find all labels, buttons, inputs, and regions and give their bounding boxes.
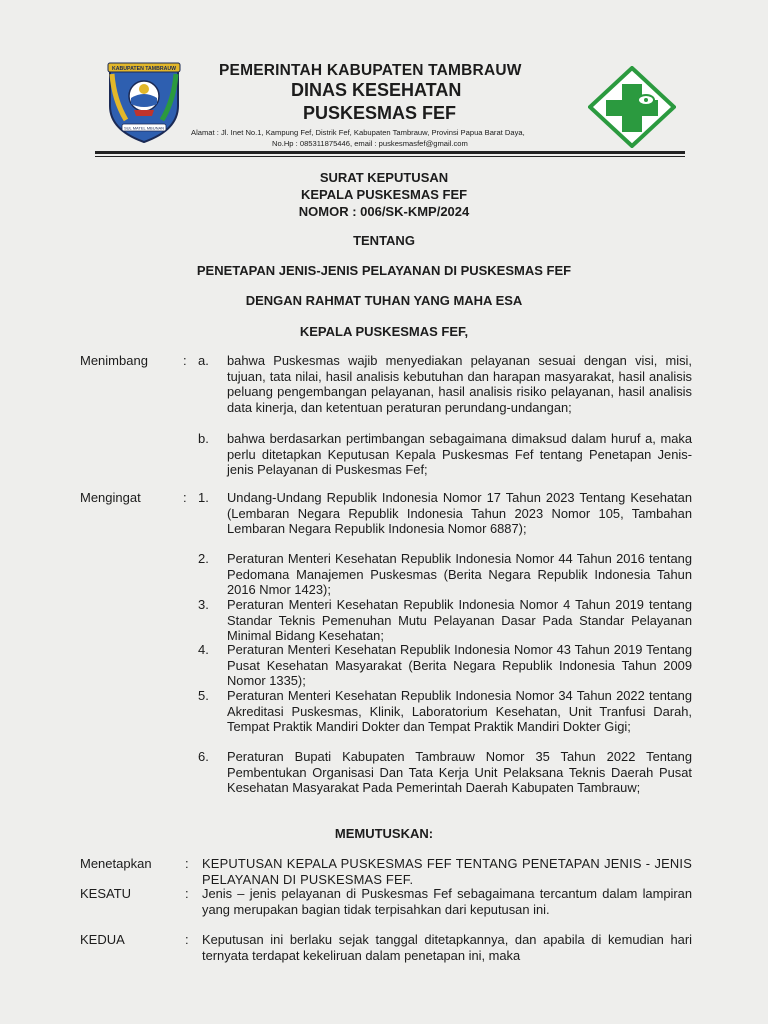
decree-number: NOMOR : 006/SK-KMP/2024 (298, 204, 470, 219)
menimbang-colon: : (183, 353, 187, 368)
mengingat-item-3: Peraturan Menteri Kesehatan Republik Indonesia Nomor 4 Tahun 2019 tentang Standar Teknis Pemenuhan Mutu Pelayanan Dasar Pada Standar Pelayanan Minimal Bidang Kesehatan; (227, 597, 692, 643)
menimbang-label: Menimbang (80, 353, 148, 368)
kedua-colon: : (185, 932, 189, 947)
mengingat-item-4: Peraturan Menteri Kesehatan Republik Indonesia Nomor 43 Tahun 2019 Tentang Pusat Kesehatan Masyarakat (Berita Negara Republik Indonesia Tahun 2009 Nomor 1335); (227, 642, 692, 688)
mengingat-item-2: Peraturan Menteri Kesehatan Republik Indonesia Nomor 44 Tahun 2016 tentang Pedomana Manajemen Puskesmas (Berita Negara Republik Indonesia Tahun 2016 Nmor 1423); (227, 551, 692, 597)
mengingat-item-6: Peraturan Bupati Kabupaten Tambrauw Nomor 35 Tahun 2022 Tentang Pembentukan Organisasi Dan Tata Kerja Unit Pelaksana Teknis Daerah Pusat Kesehatan Masyarakat Pada Pemerintah Daerah Kabupaten Tambrauw; (227, 749, 692, 795)
mengingat-marker-5: 5. (198, 688, 209, 703)
authority-line: KEPALA PUSKESMAS FEF, (299, 324, 469, 339)
mengingat-marker-6: 6. (198, 749, 209, 764)
mengingat-item-1: Undang-Undang Republik Indonesia Nomor 17 Tahun 2023 Tentang Kesehatan (Lembaran Negara Republik Indonesia Tahun 2023 Nomor 105, Tambahan Lembaran Negara Republik Indonesia Nomor 6887); (227, 490, 692, 536)
tambrauw-regency-emblem-icon (104, 60, 184, 144)
menetapkan-colon: : (185, 856, 189, 871)
kesatu-text: Jenis – jenis pelayanan di Puskesmas Fef sebagaimana tercantum dalam lampiran yang merupakan bagian tidak terpisahkan dari keputusan ini. (202, 886, 692, 917)
emblem-banner-text: KABUPATEN TAMBRAUW (112, 66, 176, 72)
menimbang-item-b: bahwa berdasarkan pertimbangan sebagaimana dimaksud dalam huruf a, maka perlu ditetapkan Keputusan Kepala Puskesmas Fef tentang Penetapan Jenis-jenis Pelayanan di Puskesmas Fef; (227, 431, 692, 477)
mengingat-label: Mengingat (80, 490, 141, 505)
menimbang-item-a: bahwa Puskesmas wajib menyediakan pelayanan sesuai dengan visi, misi, tujuan, tata nilai, hasil analisis kebutuhan dan harapan masyarakat, hasil analisis peluang pengembangan pelayanan, hasil analisis risiko pelayanan, hasil analisis data kinerja, dan ketentuan peraturan perundang-undangan; (227, 353, 692, 415)
kesatu-label: KESATU (80, 886, 132, 901)
emblem-ribbon-text: SUL MATEL MBUNAN (123, 125, 165, 131)
mengingat-marker-3: 3. (198, 597, 209, 612)
mengingat-colon: : (183, 490, 187, 505)
kesatu-colon: : (185, 886, 189, 901)
document-type: SURAT KEPUTUSAN (319, 170, 449, 185)
letterhead-address: Alamat : Jl. Inet No.1, Kampung Fef, Distrik Fef, Kabupaten Tambrauw, Provinsi Papua Barat Daya, (191, 128, 525, 137)
menimbang-marker-b: b. (198, 431, 209, 446)
letterhead-divider-thick (95, 151, 685, 154)
puskesmas-cross-logo-icon (588, 66, 676, 148)
mengingat-item-5: Peraturan Menteri Kesehatan Republik Indonesia Nomor 34 Tahun 2022 tentang Akreditasi Puskesmas, Klinik, Laboratorium Kesehatan, Unit Tranfusi Darah, Tempat Praktik Mandiri Dokter dan Tempat Praktik Mandiri Dokter Gigi; (227, 688, 692, 734)
letterhead-government: PEMERINTAH KABUPATEN TAMBRAUW (219, 62, 522, 79)
mengingat-marker-2: 2. (198, 551, 209, 566)
kedua-text: Keputusan ini berlaku sejak tanggal ditetapkannya, dan apabila di kemudian hari ternyata terdapat kekeliruan dalam penetapan ini, maka (202, 932, 692, 963)
letterhead-institution: PUSKESMAS FEF (303, 103, 457, 123)
menimbang-marker-a: a. (198, 353, 209, 368)
kedua-label: KEDUA (80, 932, 125, 947)
issuer: KEPALA PUSKESMAS FEF (300, 187, 468, 202)
mengingat-marker-4: 4. (198, 642, 209, 657)
letterhead-department: DINAS KESEHATAN (291, 80, 462, 100)
tentang-heading: TENTANG (353, 233, 415, 248)
menetapkan-label: Menetapkan (80, 856, 152, 871)
decree-subject: PENETAPAN JENIS-JENIS PELAYANAN DI PUSKESMAS FEF (196, 263, 572, 278)
letterhead-contact: No.Hp : 085311875446, email : puskesmasfef@gmail.com (272, 139, 468, 148)
blessing-line: DENGAN RAHMAT TUHAN YANG MAHA ESA (245, 293, 523, 308)
memutuskan-heading: MEMUTUSKAN: (334, 826, 434, 841)
letterhead-divider-thin (95, 156, 685, 157)
menetapkan-text: KEPUTUSAN KEPALA PUSKESMAS FEF TENTANG PENETAPAN JENIS - JENIS PELAYANAN DI PUSKESMAS FEF. (202, 856, 692, 887)
mengingat-marker-1: 1. (198, 490, 209, 505)
